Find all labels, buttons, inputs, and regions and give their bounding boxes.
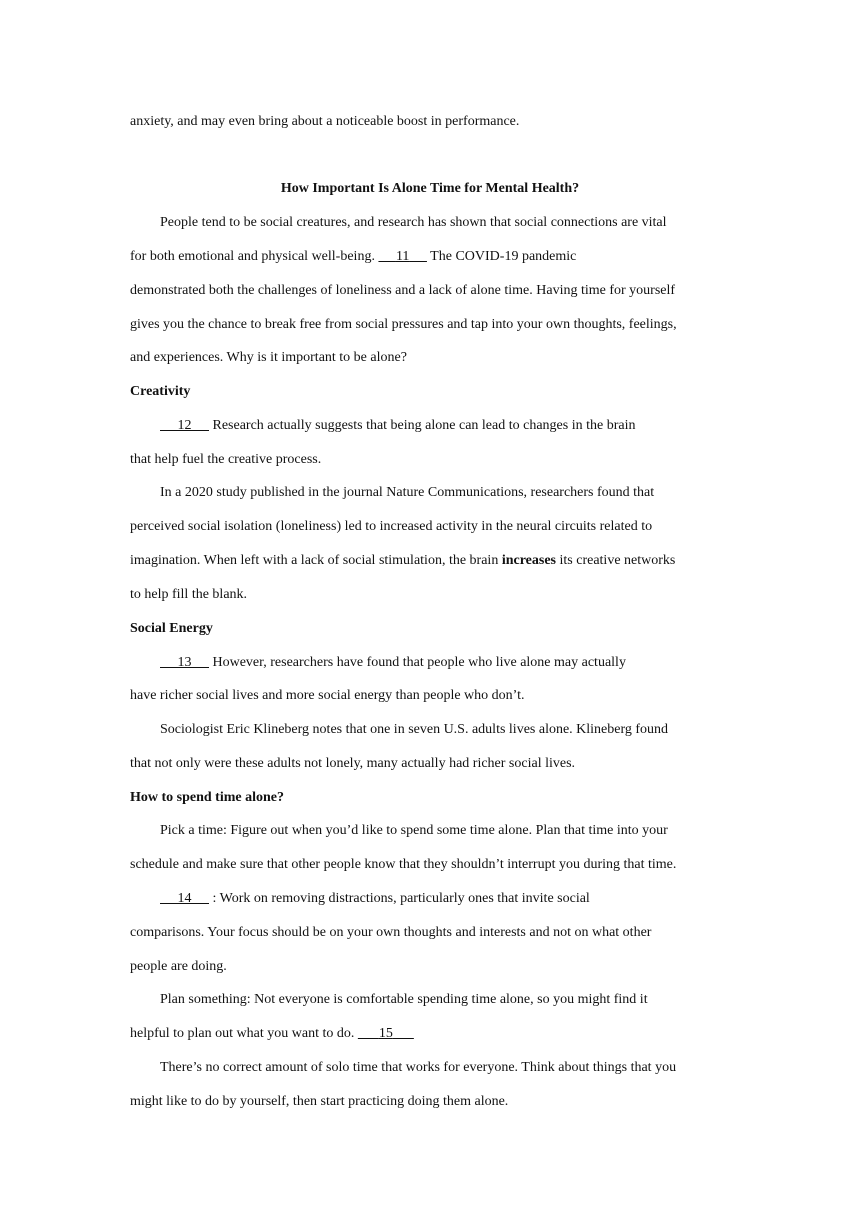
p7-line3: people are doing. bbox=[130, 959, 227, 974]
article-title: How Important Is Alone Time for Mental Health? bbox=[280, 181, 580, 196]
p1-line2: for both emotional and physical well-being. 11 The COVID-19 pandemic bbox=[130, 249, 577, 264]
p7-line1: 14 : Work on removing distractions, particularly ones that invite social bbox=[160, 889, 590, 909]
blank-12[interactable]: 12 bbox=[177, 418, 192, 433]
blank-13[interactable]: 13 bbox=[177, 655, 192, 670]
p4-line2: have richer social lives and more social energy than people who don’t. bbox=[130, 688, 525, 703]
heading-creativity: Creativity bbox=[130, 384, 191, 399]
p8-line1: Plan something: Not everyone is comfortable spending time alone, so you might find it bbox=[160, 992, 648, 1007]
intro-tail: anxiety, and may even bring about a noticeable boost in performance. bbox=[130, 114, 520, 129]
p8-line2: helpful to plan out what you want to do. 15 bbox=[130, 1024, 414, 1044]
p6-line1: Pick a time: Figure out when you’d like to spend some time alone. Plan that time into your bbox=[160, 823, 668, 838]
p5-line1: Sociologist Eric Klineberg notes that one in seven U.S. adults lives alone. Klineberg found bbox=[160, 722, 669, 737]
heading-how-to: How to spend time alone? bbox=[130, 790, 284, 805]
blank-14[interactable]: 14 bbox=[177, 891, 192, 906]
p7-line2: comparisons. Your focus should be on your own thoughts and interests and not on what other bbox=[130, 925, 652, 940]
p1-line4: gives you the chance to break free from social pressures and tap into your own thoughts, feelings, bbox=[130, 317, 677, 332]
heading-social-energy: Social Energy bbox=[130, 621, 213, 636]
p3-line1: In a 2020 study published in the journal Nature Communications, researchers found that bbox=[160, 485, 655, 500]
p4-line1: 13 However, researchers have found that people who live alone may actually bbox=[160, 653, 626, 673]
blank-15[interactable]: 15 bbox=[378, 1026, 393, 1041]
p3-line4: to help fill the blank. bbox=[130, 587, 248, 602]
p6-line2: schedule and make sure that other people know that they shouldn’t interrupt you during that time. bbox=[130, 857, 677, 872]
p9-line2: might like to do by yourself, then start practicing doing them alone. bbox=[130, 1094, 509, 1109]
p1-line1: People tend to be social creatures, and research has shown that social connections are vital bbox=[160, 215, 667, 230]
p1-line5: and experiences. Why is it important to be alone? bbox=[130, 350, 407, 365]
p3-line2: perceived social isolation (loneliness) led to increased activity in the neural circuits related to bbox=[130, 519, 653, 534]
p1-line3: demonstrated both the challenges of loneliness and a lack of alone time. Having time for yourself bbox=[130, 283, 676, 298]
p9-line1: There’s no correct amount of solo time that works for everyone. Think about things that you bbox=[160, 1060, 677, 1075]
p3-line3: imagination. When left with a lack of social stimulation, the brain increases its creative networks bbox=[130, 553, 676, 568]
p2-line2: that help fuel the creative process. bbox=[130, 452, 322, 467]
p2-line1: 12 Research actually suggests that being alone can lead to changes in the brain bbox=[160, 416, 635, 436]
p5-line2: that not only were these adults not lonely, many actually had richer social lives. bbox=[130, 756, 576, 771]
blank-11[interactable]: 11 bbox=[395, 249, 410, 264]
